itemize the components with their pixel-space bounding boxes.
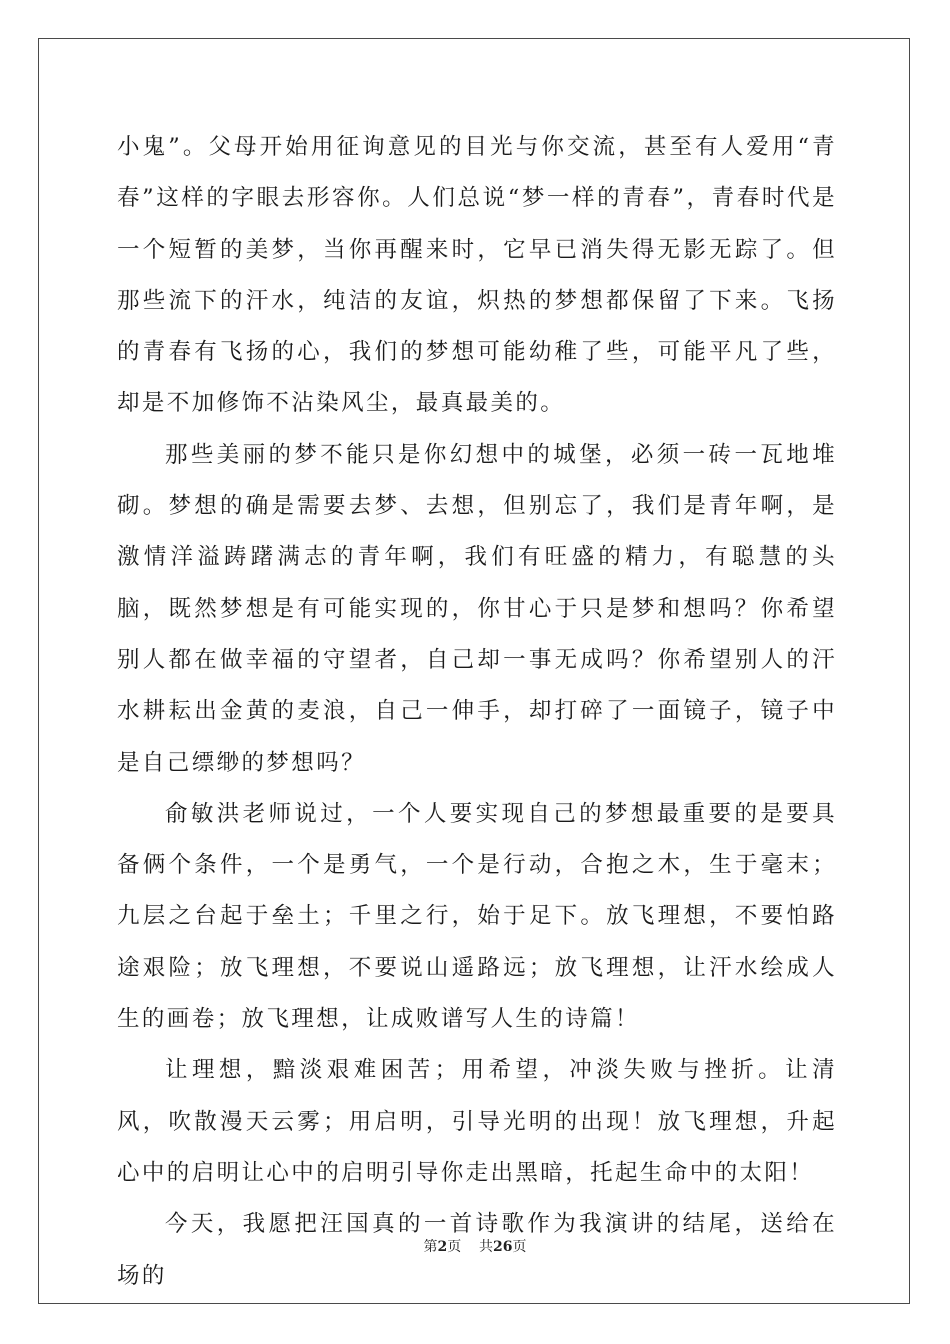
page-prefix: 第 <box>423 1239 438 1255</box>
page-number: 2 <box>437 1239 448 1255</box>
document-body <box>117 122 837 1302</box>
total-pages: 26 <box>493 1239 513 1255</box>
paragraph-1: 小鬼”。父母开始用征询意见的目光与你交流，甚至有人爱用“青春”这样的字眼去形容你。人们总说“梦一样的青春”，青春时代是一个短暂的美梦，当你再醒来时，它早已消失得无影无踪了。但那些流下的汗水，纯洁的友谊，炽热的梦想都保留了下来。飞扬的青春有飞扬的心，我们的梦想可能幼稚了些，可能平凡了些，却是不加修饰不沾染风尘，最真最美的。 <box>117 134 837 417</box>
total-suffix: 页 <box>512 1239 527 1255</box>
paragraph-3: 俞敏洪老师说过，一个人要实现自己的梦想最重要的是要具备俩个条件，一个是勇气，一个是行动，合抱之木，生于毫末；九层之台起于垒土；千里之行，始于足下。放飞理想，不要怕路途艰险；放飞理想，不要说山遥路远；放飞理想，让汗水绘成人生的画卷；放飞理想，让成败谱写人生的诗篇！ <box>117 800 837 1033</box>
paragraph-2: 那些美丽的梦不能只是你幻想中的城堡，必须一砖一瓦地堆砌。梦想的确是需要去梦、去想，但别忘了，我们是青年啊，是激情洋溢踌躇满志的青年啊，我们有旺盛的精力，有聪慧的头脑，既然梦想是有可能实现的，你甘心于只是梦和想吗？你希望别人都在做幸福的守望者，自己却一事无成吗？你希望别人的汗水耕耘出金黄的麦浪，自己一伸手，却打碎了一面镜子，镜子中是自己缥缈的梦想吗？ <box>117 441 837 776</box>
page-suffix: 页 <box>447 1239 462 1255</box>
paragraph-5: 今天，我愿把汪国真的一首诗歌作为我演讲的结尾，送给在场的 <box>117 1211 837 1289</box>
paragraph-4: 让理想，黯淡艰难困苦；用希望，冲淡失败与挫折。让清风，吹散漫天云雾；用启明，引导光明的出现！放飞理想，升起心中的启明让心中的启明引导你走出黑暗，托起生命中的太阳！ <box>117 1057 837 1186</box>
total-prefix: 共 <box>479 1239 494 1255</box>
page-footer <box>0 1236 950 1256</box>
